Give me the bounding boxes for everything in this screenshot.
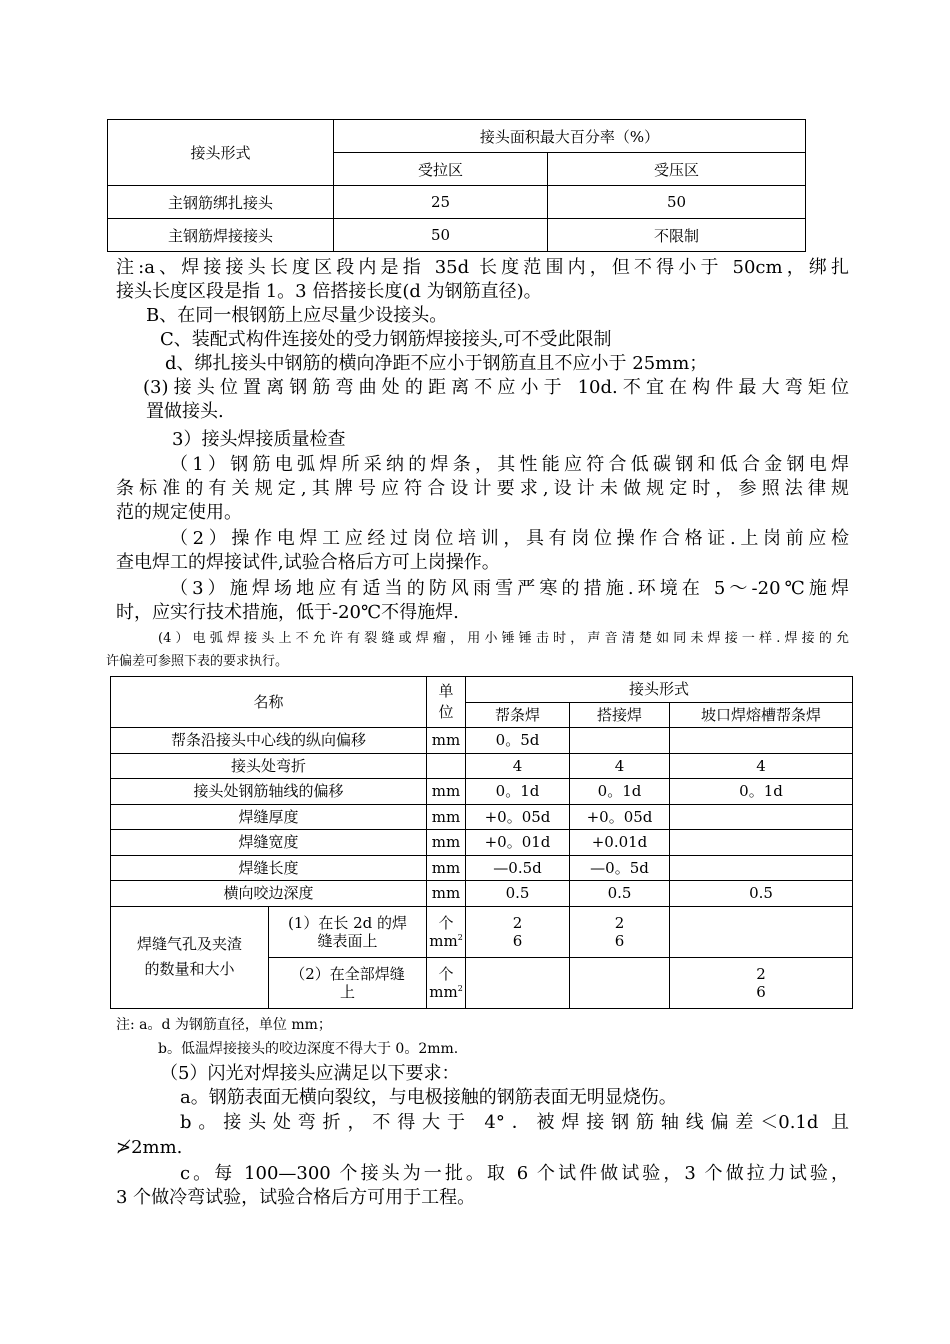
row-c1: 0。5d xyxy=(466,728,570,754)
unit-ge: 个 xyxy=(438,913,454,932)
value-line: 2 xyxy=(614,913,625,932)
row-unit: mm xyxy=(427,881,466,907)
note-a-line1: 注:a、焊接接头长度区段内是指 35d 长度范围内，但不得小于 50cm，绑扎 xyxy=(116,257,849,278)
row-name: 帮条沿接头中心线的纵向偏移 xyxy=(111,728,427,754)
para3-line2: 时，应实行技术措施，低于-20℃不得施焊. xyxy=(116,602,459,623)
header-groove-weld: 坡口焊熔槽帮条焊 xyxy=(670,702,853,728)
note-c: C、装配式构件连接处的受力钢筋焊接接头,可不受此限制 xyxy=(160,329,612,350)
para4-line2: 许偏差可参照下表的要求执行。 xyxy=(106,654,289,669)
pore-sub1-unit xyxy=(427,906,466,957)
para5-c-line1: c。每 100—300 个接头为一批。取 6 个试件做试验，3 个做拉力试验， xyxy=(180,1163,849,1184)
pore-sub1-c1 xyxy=(466,906,570,957)
row-name: 焊缝长度 xyxy=(111,855,427,881)
row-c3: 0.5 xyxy=(670,881,853,907)
header-area-pct: 接头面积最大百分率（%） xyxy=(334,120,806,153)
para2-line2: 查电焊工的焊接试件,试验合格后方可上岗操作。 xyxy=(116,552,500,573)
pore-sub1-line2: 缝表面上 xyxy=(317,931,378,950)
para5-c-line2: 3 个做冷弯试验，试验合格后方可用于工程。 xyxy=(116,1187,476,1208)
row-c1: —0.5d xyxy=(466,855,570,881)
value-line: 6 xyxy=(614,931,625,950)
para4-line1: (4）电弧焊接头上不允许有裂缝或焊瘤，用小锤锤击时，声音清楚如同未焊接一样.焊接的允 xyxy=(158,631,849,646)
row-unit: mm xyxy=(427,855,466,881)
row-name: 接头处弯折 xyxy=(111,753,427,779)
row-c1: 0。1d xyxy=(466,779,570,805)
table-row xyxy=(111,830,853,856)
row-unit: mm xyxy=(427,830,466,856)
pore-sub2-c2 xyxy=(570,957,670,1008)
row-c3: 0。1d xyxy=(670,779,853,805)
table-row xyxy=(111,855,853,881)
row-c2: 4 xyxy=(570,753,670,779)
note-3-line1: (3)接头位置离钢筋弯曲处的距离不应小于 10d.不宜在构件最大弯矩位 xyxy=(143,377,849,398)
header-strap-weld: 帮条焊 xyxy=(466,702,570,728)
pore-sub2-line2: 上 xyxy=(340,982,356,1001)
row-name: 接头处钢筋轴线的偏移 xyxy=(111,779,427,805)
pore-sub2 xyxy=(269,957,427,1008)
row-c2: +0。05d xyxy=(570,804,670,830)
row-c3 xyxy=(670,804,853,830)
para5-b-line2: ≯2mm. xyxy=(116,1137,183,1158)
para5-b-line1: b。接头处弯折，不得大于 4°．被焊接钢筋轴线偏差＜0.1d 且 xyxy=(180,1112,849,1133)
para1-line1: （1）钢筋电弧焊所采纳的焊条，其性能应符合低碳钢和低合金钢电焊 xyxy=(170,454,849,475)
row-unit xyxy=(427,753,466,779)
value-line: 2 xyxy=(512,913,523,932)
header-unit: 单位 xyxy=(427,677,466,728)
pore-sub1-c3 xyxy=(670,906,853,957)
row-type: 主钢筋绑扎接头 xyxy=(108,186,334,219)
pore-sub2-line1: （2）在全部焊缝 xyxy=(290,964,405,983)
pore-label-line1: 焊缝气孔及夹渣 xyxy=(136,934,242,953)
para5-title: （5）闪光对焊接头应满足以下要求： xyxy=(160,1063,460,1084)
unit-mm2: $mm^2$ xyxy=(429,931,463,950)
row-compression: 不限制 xyxy=(548,219,806,252)
row-c3 xyxy=(670,855,853,881)
row-name: 横向咬边深度 xyxy=(111,881,427,907)
header-compression-zone: 受压区 xyxy=(548,153,806,186)
row-type: 主钢筋焊接接头 xyxy=(108,219,334,252)
row-c2: —0。5d xyxy=(570,855,670,881)
row-c1: 0.5 xyxy=(466,881,570,907)
row-c1: +0。05d xyxy=(466,804,570,830)
table-row xyxy=(111,753,853,779)
value-line: 2 xyxy=(756,964,766,983)
header-lap-weld: 搭接焊 xyxy=(570,702,670,728)
row-c2: 0。1d xyxy=(570,779,670,805)
row-unit: mm xyxy=(427,779,466,805)
table-row xyxy=(111,728,853,754)
para1-line3: 范的规定使用。 xyxy=(116,502,242,523)
row-unit: mm xyxy=(427,804,466,830)
row-c1: +0。01d xyxy=(466,830,570,856)
weld-tolerance-table xyxy=(110,676,853,1009)
pore-sub2-unit xyxy=(427,957,466,1008)
header-tension-zone: 受拉区 xyxy=(334,153,548,186)
pore-label-line2: 的数量和大小 xyxy=(144,960,235,978)
note-3-line2: 置做接头. xyxy=(146,401,224,422)
section-title: 3）接头焊接质量检查 xyxy=(172,429,346,450)
para2-line1: （2）操作电焊工应经过岗位培训，具有岗位操作合格证.上岗前应检 xyxy=(170,528,849,549)
header-joint-type: 接头形式 xyxy=(108,120,334,186)
table-row xyxy=(111,881,853,907)
row-name: 焊缝厚度 xyxy=(111,804,427,830)
value-line: 6 xyxy=(512,931,523,950)
row-name: 焊缝宽度 xyxy=(111,830,427,856)
pore-label xyxy=(111,906,269,1008)
row-c1: 4 xyxy=(466,753,570,779)
row-c3 xyxy=(670,830,853,856)
pore-sub1 xyxy=(269,906,427,957)
para3-line1: （3）施焊场地应有适当的防风雨雪严寒的措施.环境在 5～-20℃施焊 xyxy=(170,578,849,599)
table-row xyxy=(111,779,853,805)
row-tension: 25 xyxy=(334,186,548,219)
pore-sub2-c1 xyxy=(466,957,570,1008)
row-c3 xyxy=(670,728,853,754)
row-c3: 4 xyxy=(670,753,853,779)
header-name: 名称 xyxy=(111,677,427,728)
unit-ge: 个 xyxy=(438,964,454,983)
value-line: 6 xyxy=(756,982,766,1001)
pore-sub2-c3 xyxy=(670,957,853,1008)
note-d: d、绑扎接头中钢筋的横向净距不应小于钢筋直且不应小于 25mm； xyxy=(165,353,708,374)
para5-a: a。钢筋表面无横向裂纹，与电极接触的钢筋表面无明显烧伤。 xyxy=(180,1087,677,1108)
row-compression: 50 xyxy=(548,186,806,219)
table-row xyxy=(108,186,806,219)
para1-line2: 条标准的有关规定,其牌号应符合设计要求,设计未做规定时，参照法律规 xyxy=(116,478,849,499)
row-c2: +0.01d xyxy=(570,830,670,856)
unit-mm2: $mm^2$ xyxy=(429,982,463,1001)
table-row xyxy=(111,906,853,957)
row-unit: mm xyxy=(427,728,466,754)
table-row xyxy=(108,219,806,252)
note2-b: b。低温焊接接头的咬边深度不得大于 0。2mm. xyxy=(158,1041,459,1057)
table-row xyxy=(111,804,853,830)
note-b: B、在同一根钢筋上应尽量少设接头。 xyxy=(146,305,448,326)
row-c2: 0.5 xyxy=(570,881,670,907)
row-tension: 50 xyxy=(334,219,548,252)
note2-a: 注: a。d 为钢筋直径，单位 mm； xyxy=(116,1017,332,1033)
pore-sub1-c2 xyxy=(570,906,670,957)
joint-area-table xyxy=(107,119,806,252)
row-c2 xyxy=(570,728,670,754)
note-a-line2: 接头长度区段是指 1。3 倍搭接长度(d 为钢筋直径)。 xyxy=(116,281,542,302)
header-joint-form: 接头形式 xyxy=(466,677,853,703)
pore-sub1-line1: (1）在长 2d 的焊 xyxy=(287,913,408,932)
